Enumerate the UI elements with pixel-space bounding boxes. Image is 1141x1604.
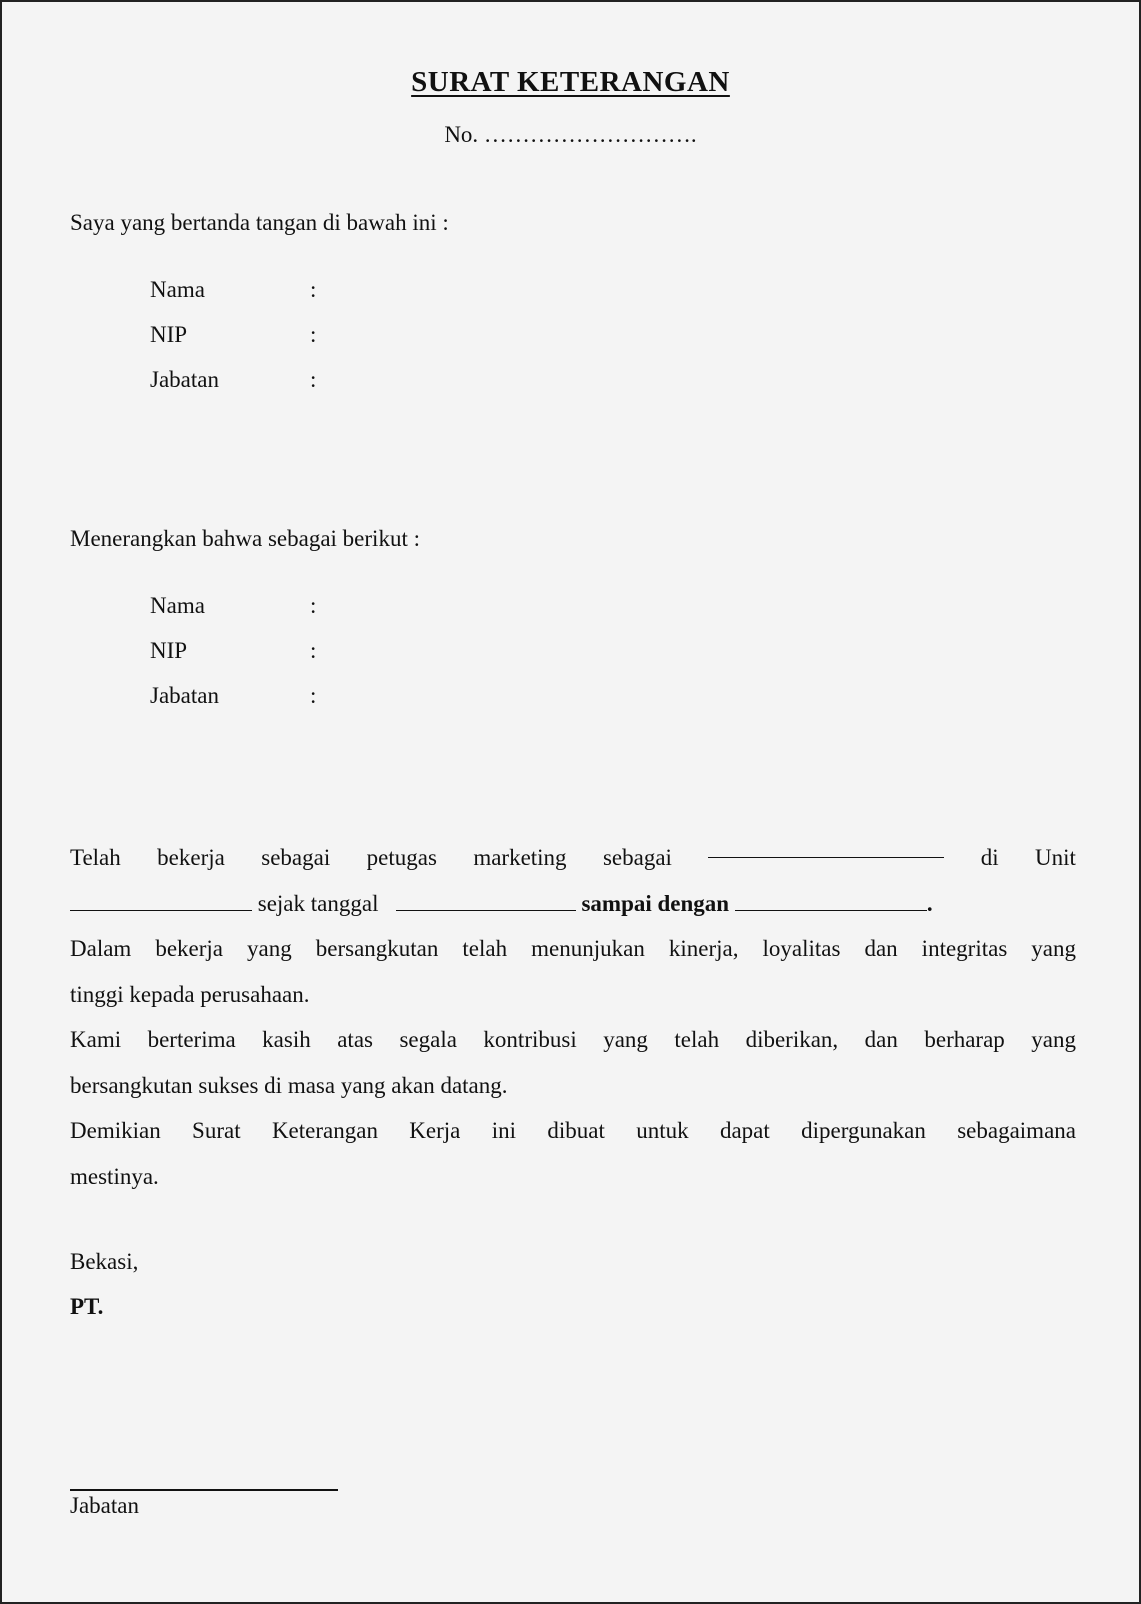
body-word: bekerja — [157, 845, 225, 870]
employee-nip-row — [150, 638, 316, 668]
signature-line — [70, 1489, 338, 1491]
paragraph-3-line-a: Demikian Surat Keterangan Kerja ini dibuat untuk dapat dipergunakan sebagaimana — [70, 1118, 1076, 1143]
statement-text: Menerangkan bahwa sebagai berikut : — [70, 526, 420, 551]
employee-jabatan-colon: : — [310, 683, 317, 708]
letter-body — [70, 835, 1076, 1199]
employee-nip-colon: : — [310, 638, 317, 663]
signer-jabatan-label: Jabatan — [150, 367, 219, 392]
signer-name-row — [150, 277, 316, 307]
employee-jabatan-row — [150, 683, 316, 713]
signer-title: Jabatan — [70, 1493, 139, 1518]
intro-text: Saya yang bertanda tangan di bawah ini : — [70, 210, 449, 235]
unit-blank[interactable] — [70, 888, 252, 911]
body-word: di — [980, 845, 999, 870]
end-date-blank[interactable] — [735, 888, 927, 911]
position-blank[interactable] — [708, 835, 944, 858]
employee-name-row — [150, 593, 316, 623]
signer-jabatan-row — [150, 367, 316, 397]
body-line-2 — [70, 881, 1076, 927]
letter-title: SURAT KETERANGAN — [411, 66, 730, 98]
closing-city: Bekasi, — [70, 1249, 139, 1274]
body-word: sebagai — [261, 845, 331, 870]
closing-company: PT. — [70, 1294, 104, 1319]
body-line-1 — [70, 835, 1076, 881]
body-word: Unit — [1035, 845, 1076, 870]
signer-nip-row — [150, 322, 316, 352]
employee-name-label: Nama — [150, 593, 205, 618]
since-label: sejak tanggal — [257, 890, 379, 916]
signer-name-colon: : — [310, 277, 317, 302]
start-date-blank[interactable] — [396, 888, 576, 911]
signer-nip-label: NIP — [150, 322, 188, 347]
until-label: sampai dengan — [581, 890, 730, 916]
body-word: Telah — [70, 845, 121, 870]
body-word: sebagai — [602, 845, 672, 870]
paragraph-3-line-b: mestinya. — [70, 1163, 159, 1189]
signer-nip-colon: : — [310, 322, 317, 347]
signer-jabatan-colon: : — [310, 367, 317, 392]
employee-nip-label: NIP — [150, 638, 188, 663]
signer-name-label: Nama — [150, 277, 205, 302]
paragraph-2-line-a: Kami berterima kasih atas segala kontribusi yang telah diberikan, dan berharap yang — [70, 1027, 1076, 1052]
paragraph-2-line-b: bersangkutan sukses di masa yang akan datang. — [70, 1072, 508, 1098]
sentence-end: . — [926, 890, 933, 916]
employee-jabatan-label: Jabatan — [150, 683, 219, 708]
employee-name-colon: : — [310, 593, 317, 618]
letter-number: No. ………………………. — [444, 122, 697, 147]
paragraph-1-line-b: tinggi kepada perusahaan. — [70, 981, 310, 1007]
paragraph-1-line-a: Dalam bekerja yang bersangkutan telah menunjukan kinerja, loyalitas dan integritas yang — [70, 936, 1076, 961]
body-word: petugas — [366, 845, 437, 870]
body-word: marketing — [473, 845, 567, 870]
